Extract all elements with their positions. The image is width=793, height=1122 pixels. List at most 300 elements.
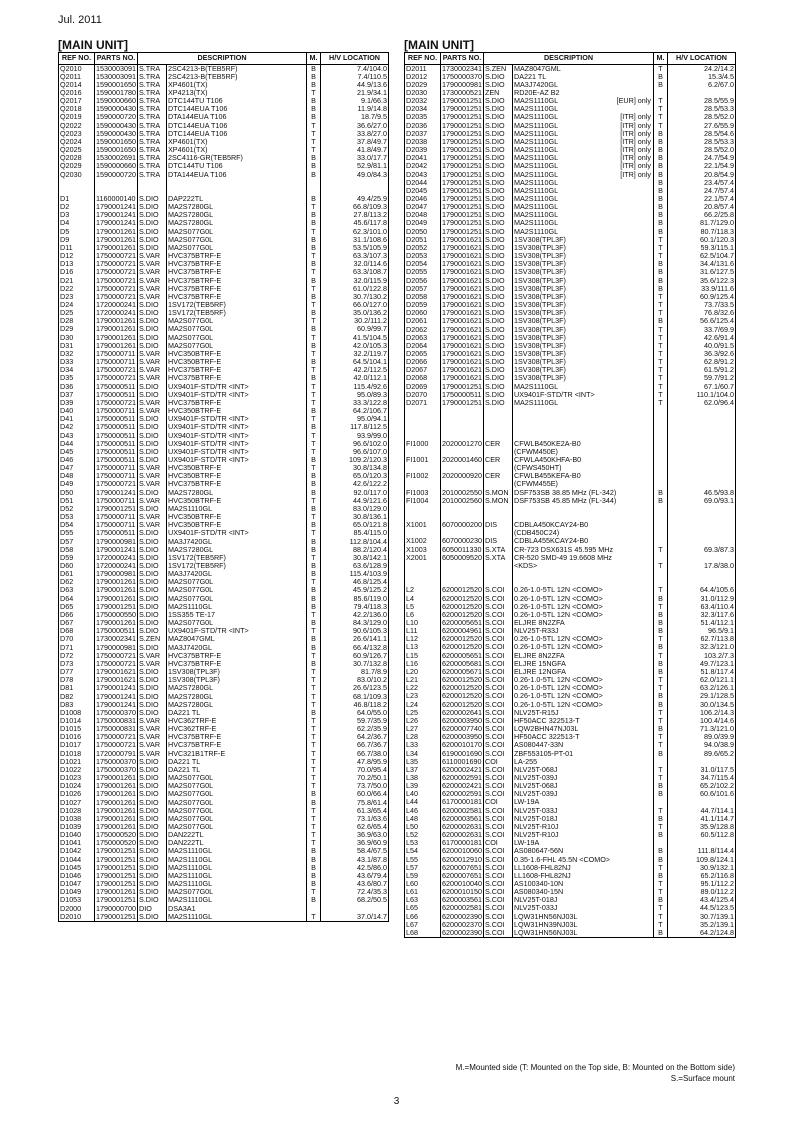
hv-location: 83.0/10.2: [321, 676, 389, 684]
mounted-side: T: [654, 236, 668, 244]
description: [513, 89, 654, 97]
description-text: HVC362TRF-E: [168, 716, 217, 725]
hv-location: 81.7/129.0: [668, 219, 736, 227]
part-type: S.MON: [484, 489, 513, 497]
parts-no: 1790001251: [442, 382, 482, 391]
description-text: NLV25T-033J: [514, 904, 558, 913]
part-type: S.DIO: [484, 334, 513, 342]
description: [513, 244, 654, 252]
mounted-side: B: [654, 187, 668, 195]
description-text: NLV25T-R33J: [514, 627, 559, 636]
description-text: 1SV308(TPL3F): [514, 341, 566, 350]
description-text: HVC350BTRF-E: [168, 472, 222, 481]
description-text: 1SV172(TEB5RF): [168, 309, 226, 318]
hv-location: [668, 480, 736, 488]
hv-location: 61.5/91.2: [668, 366, 736, 374]
part-type: S.COI: [484, 603, 513, 611]
ref-no: D1017: [59, 741, 95, 749]
description-text: 1SV308(TPL3F): [514, 309, 566, 318]
hv-location: 15.3/4.5: [668, 73, 736, 81]
hv-location: 26.6/123.5: [321, 684, 389, 692]
description: [513, 391, 654, 399]
mounted-side: T: [654, 342, 668, 350]
table-row: [59, 823, 389, 831]
part-type: S.DIO: [138, 676, 167, 684]
description: [513, 358, 654, 366]
ref-no: D1044: [59, 856, 95, 864]
mounted-side: [307, 187, 321, 195]
description-text: LQW31HN56NJ03L: [514, 912, 578, 921]
hv-location: 34.4/131.6: [668, 260, 736, 268]
description-text: MA2S1110GL: [514, 170, 559, 179]
description-text: HVC375BTRF-E: [168, 276, 222, 285]
description: [513, 668, 654, 676]
part-type: S.DIO: [138, 448, 167, 456]
description: [513, 423, 654, 431]
hv-location: 65.0/121.8: [321, 521, 389, 529]
description: [167, 896, 307, 904]
ref-no: L40: [405, 790, 441, 798]
part-type: S.DIO: [138, 823, 167, 831]
mounted-side: [654, 521, 668, 529]
part-type: S.DIO: [138, 766, 167, 774]
hv-location: 59.7/91.2: [668, 374, 736, 382]
part-type: S.DIO: [484, 97, 513, 105]
ref-no: Q2023: [59, 130, 95, 138]
hv-location: 28.5/54.6: [668, 130, 736, 138]
parts-no: [95, 179, 138, 187]
description: [167, 676, 307, 684]
table-row: [405, 334, 736, 342]
description-text: ELJRE 12NGFA: [514, 667, 566, 676]
part-type: S.COI: [484, 684, 513, 692]
ref-no: D1026: [59, 790, 95, 798]
part-type: S.DIO: [484, 317, 513, 325]
parts-no: 1790001251: [96, 855, 136, 864]
description: [167, 823, 307, 831]
part-type: S.COI: [484, 668, 513, 676]
parts-no: 1790001261: [96, 790, 136, 799]
description: [167, 586, 307, 594]
mounted-side: T: [654, 366, 668, 374]
description: [513, 113, 654, 121]
description: [167, 554, 307, 562]
part-type: S.COI: [484, 823, 513, 831]
table-row: [405, 236, 736, 244]
parts-no: 6200012520: [442, 586, 482, 595]
table-row: [59, 244, 389, 252]
table-row: [59, 228, 389, 236]
table-row: [59, 415, 389, 423]
parts-no: 1790001621: [442, 317, 482, 326]
description: [513, 81, 654, 89]
hv-location: 96.6/102.0: [321, 440, 389, 448]
mounted-side: T: [307, 725, 321, 733]
description: [167, 138, 307, 146]
ref-no: Q2025: [59, 146, 95, 154]
ref-no: D1015: [59, 725, 95, 733]
description-text: HVC350BTRF-E: [168, 464, 222, 473]
description-text: MA2S1110GL: [514, 186, 559, 195]
description: [513, 130, 654, 138]
description: [513, 187, 654, 195]
parts-no: [441, 529, 484, 537]
part-type: CER: [484, 456, 513, 464]
description: [167, 228, 307, 236]
hv-location: 52.9/81.1: [321, 162, 389, 170]
parts-no: 1590000660: [96, 97, 136, 106]
parts-no: 6200005651: [442, 651, 482, 660]
table-row: [59, 644, 389, 652]
description-text: CDBLA450KCAY24-B0: [514, 521, 589, 530]
mounted-side: T: [307, 350, 321, 358]
parts-no: [441, 505, 484, 513]
ref-no: [405, 464, 441, 472]
parts-no: 6170000181: [442, 798, 482, 807]
table-row: [405, 219, 736, 227]
ref-no: L13: [405, 643, 441, 651]
description-text: MA2S077G0L: [168, 790, 214, 799]
part-type: S.COI: [484, 586, 513, 594]
description: [513, 464, 654, 472]
description: [167, 64, 307, 73]
hv-location: 115.4/92.6: [321, 383, 389, 391]
hv-location: 63.6/128.9: [321, 562, 389, 570]
mounted-side: B: [307, 236, 321, 244]
ref-no: Q2018: [59, 105, 95, 113]
description: [513, 73, 654, 81]
hv-location: 44.7/114.1: [668, 807, 736, 815]
parts-no: 1750000721: [96, 366, 136, 375]
mounted-side: B: [307, 73, 321, 81]
part-type: S.DIO: [484, 374, 513, 382]
hv-location: 63.3/108.7: [321, 268, 389, 276]
mounted-side: B: [654, 211, 668, 219]
parts-no: 6050011330: [441, 546, 484, 554]
description: [167, 578, 307, 586]
description-text: 1SS355 TE-17: [168, 610, 216, 619]
table-row: [59, 138, 389, 146]
table-row: [59, 407, 389, 415]
part-type: S.DIO: [138, 668, 167, 676]
hv-location: 96.6/107.0: [321, 448, 389, 456]
description-text: CFWLA450KHFA-B0: [514, 455, 582, 464]
part-type: S.TRA: [138, 122, 167, 130]
description-text: HVC375BTRF-E: [168, 374, 222, 383]
description-text: HVC375BTRF-E: [168, 366, 222, 375]
part-type: DIO: [138, 905, 167, 913]
ref-no: [59, 187, 95, 195]
table-row: [405, 431, 736, 439]
mounted-side: T: [654, 391, 668, 399]
hv-location: 24.7/54.9: [668, 154, 736, 162]
table-row: [405, 73, 736, 81]
description: [513, 154, 654, 162]
mounted-side: T: [654, 635, 668, 643]
description-text: MA2S077G0L: [168, 341, 214, 350]
description: [167, 758, 307, 766]
description: [167, 358, 307, 366]
hv-location: 43.6/79.4: [321, 872, 389, 880]
part-type: S.DIO: [484, 73, 513, 81]
hv-location: [668, 578, 736, 586]
description-text: HVC362TRF-E: [168, 725, 217, 734]
hv-location: 28.5/52.0: [668, 113, 736, 121]
mounted-side: B: [307, 635, 321, 643]
mounted-side: B: [307, 195, 321, 203]
table-row: [59, 831, 389, 839]
hv-location: 30.7/130.2: [321, 293, 389, 301]
mounted-side: T: [307, 807, 321, 815]
ref-no: D62: [59, 578, 95, 586]
description: [513, 660, 654, 668]
part-type: S.DIO: [138, 236, 167, 244]
part-type: COI: [484, 798, 513, 806]
parts-no: [441, 448, 484, 456]
parts-no: 1790001251: [442, 97, 482, 106]
description: [167, 113, 307, 121]
parts-no: 1790001251: [442, 113, 482, 122]
description-text: CR-723 DSX631S 45.595 MHz: [514, 545, 614, 554]
table-row: [59, 171, 389, 179]
mounted-side: B: [654, 627, 668, 635]
ref-no: D1014: [59, 717, 95, 725]
section-title-left: [MAIN UNIT]: [58, 38, 128, 52]
hv-location: 66.0/127.0: [321, 301, 389, 309]
ref-no: D1021: [59, 758, 95, 766]
parts-no: 1750000721: [96, 659, 136, 668]
hv-location: 64.2/106.7: [321, 407, 389, 415]
mounted-side: T: [307, 138, 321, 146]
part-type: S.DIO: [138, 831, 167, 839]
hv-location: 85.4/115.0: [321, 529, 389, 537]
description-text: CR-520 SMD-49 19.6608 MHz: [514, 553, 612, 562]
table-row: [59, 847, 389, 855]
description-text: MA2S077G0L: [168, 227, 214, 236]
hv-location: 37.0/14.7: [321, 913, 389, 922]
description-text: 1SV308(TPL3F): [514, 301, 566, 310]
parts-no: 1790001251: [442, 211, 482, 220]
parts-no: 1790001621: [442, 301, 482, 310]
parts-no: 6200010170: [442, 741, 482, 750]
ref-no: D2041: [405, 154, 441, 162]
description-text: 0.26-1.0-5TL 12N <COMO>: [514, 586, 603, 595]
parts-no: 1750000721: [96, 374, 136, 383]
description-text: MA3J7420GL: [168, 570, 212, 579]
ref-no: D57: [59, 538, 95, 546]
part-type: S.VAR: [138, 374, 167, 382]
description-text: 1SV308(TPL3F): [514, 276, 566, 285]
mounted-side: T: [307, 701, 321, 709]
table-row: [405, 684, 736, 692]
description-text: 0.26-1.0-5TL 12N <COMO>: [514, 684, 603, 693]
ref-no: D2056: [405, 277, 441, 285]
table-row: [59, 260, 389, 268]
table-row: [59, 774, 389, 782]
description-text: 0.26-1.0-5TL 12N <COMO>: [514, 692, 603, 701]
table-row: [59, 203, 389, 211]
part-type: S.TRA: [138, 171, 167, 179]
table-row: [59, 595, 389, 603]
mounted-side: [654, 89, 668, 97]
hv-location: 64.4/105.6: [668, 586, 736, 594]
hv-location: [668, 505, 736, 513]
mounted-side: B: [654, 790, 668, 798]
ref-no: D78: [59, 676, 95, 684]
ref-no: Q2011: [59, 73, 95, 81]
mounted-side: T: [654, 807, 668, 815]
mounted-side: B: [307, 309, 321, 317]
part-type: [484, 505, 513, 513]
part-type: S.COI: [484, 774, 513, 782]
description: [167, 407, 307, 415]
ref-no: Q2024: [59, 138, 95, 146]
hv-location: 36.3/92.6: [668, 350, 736, 358]
parts-no: 1790001621: [442, 366, 482, 375]
mounted-side: [654, 440, 668, 448]
ref-no: X2001: [405, 554, 441, 562]
col-header-ref: REF NO.: [59, 53, 95, 65]
hv-location: 75.8/61.4: [321, 799, 389, 807]
parts-no: 6170000181: [442, 839, 482, 848]
ref-no: D2035: [405, 113, 441, 121]
table-row: [405, 913, 736, 921]
description: [167, 325, 307, 333]
part-type: S.DIO: [484, 130, 513, 138]
part-type: S.VAR: [138, 260, 167, 268]
parts-no: 1720000241: [96, 301, 136, 309]
description: [513, 864, 654, 872]
part-type: S.VAR: [138, 480, 167, 488]
hv-location: 60.9/99.7: [321, 325, 389, 333]
part-type: S.VAR: [138, 358, 167, 366]
parts-no: 1790001251: [442, 129, 482, 138]
ref-no: L12: [405, 635, 441, 643]
mounted-side: T: [307, 741, 321, 749]
table-row: [405, 138, 736, 146]
parts-no: 1750000511: [95, 391, 138, 399]
table-row: [405, 766, 736, 774]
part-type: S.DIO: [138, 864, 167, 872]
description: [167, 627, 307, 635]
description-text: 0.26-1.0-5TL 12N <COMO>: [514, 610, 603, 619]
table-row: [405, 562, 736, 570]
table-row: [59, 219, 389, 227]
description-text: MA2S077G0L: [168, 774, 214, 783]
ref-no: L27: [405, 725, 441, 733]
table-row: [59, 888, 389, 896]
hv-location: 109.2/120.3: [321, 456, 389, 464]
mounted-side: B: [654, 489, 668, 497]
mounted-side: B: [307, 709, 321, 717]
col-header-description: DESCRIPTION: [138, 53, 307, 65]
table-row: [59, 187, 389, 195]
parts-no: [441, 562, 484, 570]
description-text: MA2S1110GL: [168, 912, 213, 921]
description: [513, 537, 654, 545]
description: [167, 766, 307, 774]
hv-location: 32.3/121.0: [668, 643, 736, 651]
mounted-side: B: [654, 611, 668, 619]
part-type: S.TRA: [138, 113, 167, 121]
description: [513, 684, 654, 692]
part-type: CER: [484, 440, 513, 448]
part-type: S.DIO: [484, 203, 513, 211]
hv-location: 40.0/91.5: [668, 342, 736, 350]
parts-no: [441, 407, 484, 415]
ref-no: [59, 179, 95, 187]
description: [513, 472, 654, 480]
ref-no: D81: [59, 684, 95, 692]
mounted-side: [654, 448, 668, 456]
table-row: [405, 391, 736, 399]
ref-no: L33: [405, 741, 441, 749]
part-type: S.DIO: [138, 391, 167, 399]
part-type: S.DIO: [484, 277, 513, 285]
description-text: RD20E-AZ B2: [514, 88, 560, 97]
ref-no: D1047: [59, 880, 95, 888]
ref-no: L23: [405, 692, 441, 700]
description-text: NLV25T-068J: [514, 782, 558, 791]
description: [513, 326, 654, 334]
description: [167, 717, 307, 725]
table-row: [405, 807, 736, 815]
hv-location: 33.7/69.9: [668, 326, 736, 334]
table-row: [405, 570, 736, 578]
hv-location: 32.2/119.7: [321, 350, 389, 358]
mounted-side: B: [307, 644, 321, 652]
hv-location: 20.8/54.9: [668, 171, 736, 179]
hv-location: 111.8/114.4: [668, 847, 736, 855]
hv-location: 37.8/49.7: [321, 138, 389, 146]
ref-no: D2047: [405, 203, 441, 211]
parts-no: [441, 415, 484, 423]
hv-location: 33.3/122.8: [321, 399, 389, 407]
table-row: [405, 244, 736, 252]
ref-no: FI1002: [405, 472, 441, 480]
hv-location: 65.2/102.2: [668, 782, 736, 790]
hv-location: 45.6/117.8: [321, 219, 389, 227]
parts-no: 1790001251: [442, 121, 482, 130]
part-type: S.COI: [484, 790, 513, 798]
hv-location: [668, 423, 736, 431]
ref-no: D36: [59, 383, 95, 391]
part-type: S.DIO: [138, 505, 167, 513]
description: [167, 423, 307, 431]
part-type: S.ZEN: [138, 635, 167, 643]
col-header-ref: REF NO.: [405, 53, 441, 65]
col-header-parts: PARTS NO.: [441, 53, 484, 65]
description-text: HVC375BTRF-E: [168, 292, 222, 301]
part-type: S.DIO: [138, 693, 167, 701]
ref-no: D31: [59, 342, 95, 350]
part-type: S.DIO: [138, 595, 167, 603]
ref-no: D25: [59, 309, 95, 317]
mounted-side: T: [654, 383, 668, 391]
description: [513, 815, 654, 823]
ref-no: D28: [59, 317, 95, 325]
parts-no: 1790001261: [96, 325, 136, 334]
ref-no: D2012: [405, 73, 441, 81]
table-row: [59, 285, 389, 293]
ref-no: Q2010: [59, 64, 95, 73]
description-text: LA-255: [514, 757, 538, 766]
hv-location: 42.2/112.5: [321, 366, 389, 374]
ref-no: D67: [59, 619, 95, 627]
hv-location: 71.3/121.0: [668, 725, 736, 733]
hv-location: 22.1/54.9: [668, 162, 736, 170]
part-type: S.VAR: [138, 733, 167, 741]
